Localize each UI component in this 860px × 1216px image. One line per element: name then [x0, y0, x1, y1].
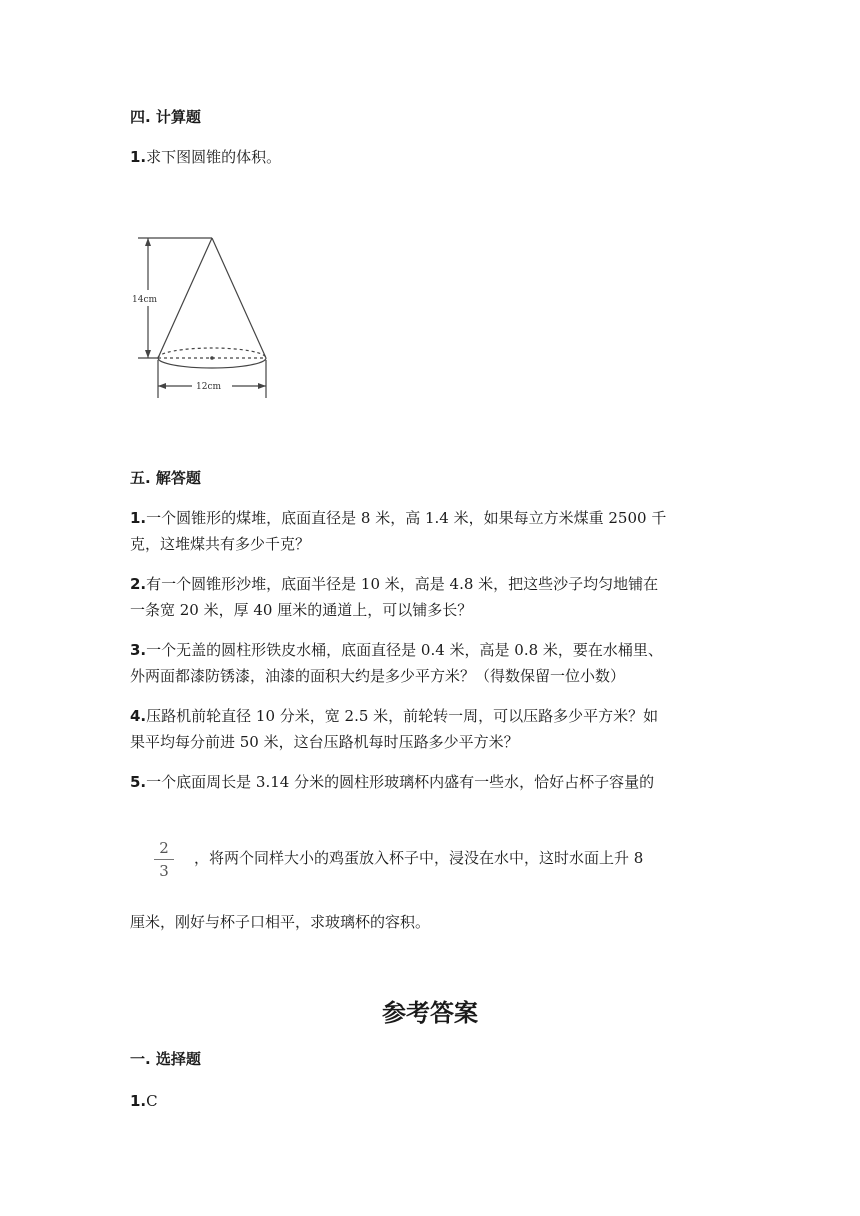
question-number: 4.	[130, 707, 147, 725]
question-text-line2: 外两面都漆防锈漆，油漆的面积大约是多少平方米？（得数保留一位小数）	[130, 667, 626, 685]
question-text-line1: 压路机前轮直径 10 分米，宽 2.5 米，前轮转一周，可以压路多少平方米？如	[146, 707, 659, 725]
question-text-line1: 一个底面周长是 3.14 分米的圆柱形玻璃杯内盛有一些水，恰好占杯子容量的	[146, 773, 655, 791]
question-text-line2: 克，这堆煤共有多少千克？	[130, 535, 311, 553]
section-5-title: 五. 解答题	[130, 469, 201, 487]
question-text: 求下图圆锥的体积。	[146, 148, 282, 166]
diameter-label: 12cm	[196, 382, 222, 392]
answer-1	[130, 1088, 158, 1114]
answer-number: 1.	[130, 1092, 147, 1110]
question-5-2	[130, 571, 658, 623]
cone-figure	[132, 228, 278, 402]
base-center-point	[210, 356, 214, 360]
fraction-bar	[154, 859, 174, 860]
answers-section-1-title: 一. 选择题	[130, 1050, 201, 1068]
cone-right-edge	[212, 238, 266, 358]
arrowhead-up	[145, 238, 151, 246]
arrowhead-down	[145, 350, 151, 358]
question-text-line2: 果平均每分前进 50 米，这台压路机每时压路多少平方米？	[130, 733, 519, 751]
cone-left-edge	[158, 238, 212, 358]
cone-diagram	[132, 228, 278, 402]
question-number: 5.	[130, 773, 147, 791]
question-text-line1: 有一个圆锥形沙堆，底面半径是 10 米，高是 4.8 米，把这些沙子均匀地铺在	[146, 575, 659, 593]
fraction-two-thirds	[154, 839, 174, 880]
section-4-title: 四. 计算题	[130, 108, 201, 126]
question-number: 2.	[130, 575, 147, 593]
question-5-5-line3: 厘米，刚好与杯子口相平，求玻璃杯的容积。	[130, 913, 431, 931]
question-5-5-line2: ，将两个同样大小的鸡蛋放入杯子中，浸没在水中，这时水面上升 8	[194, 849, 644, 867]
arrowhead-left	[158, 383, 166, 389]
fraction-numerator: 2	[159, 839, 169, 857]
question-5-5-line1	[130, 769, 654, 795]
answer-text: C	[146, 1092, 158, 1110]
height-label: 14cm	[132, 295, 158, 305]
question-number: 1.	[130, 509, 147, 527]
arrowhead-right	[258, 383, 266, 389]
answers-title: 参考答案	[382, 998, 478, 1027]
fraction-denominator: 3	[159, 862, 169, 880]
question-5-4	[130, 703, 658, 755]
question-text-line1: 一个无盖的圆柱形铁皮水桶，底面直径是 0.4 米，高是 0.8 米，要在水桶里、	[146, 641, 663, 659]
question-number: 1.	[130, 148, 147, 166]
question-5-3	[130, 637, 663, 689]
question-5-1	[130, 505, 666, 557]
question-4-1	[130, 144, 281, 170]
question-number: 3.	[130, 641, 147, 659]
question-text-line2: 一条宽 20 米，厚 40 厘米的通道上，可以铺多长？	[130, 601, 473, 619]
question-text-line1: 一个圆锥形的煤堆，底面直径是 8 米，高 1.4 米，如果每立方米煤重 2500 千	[146, 509, 667, 527]
